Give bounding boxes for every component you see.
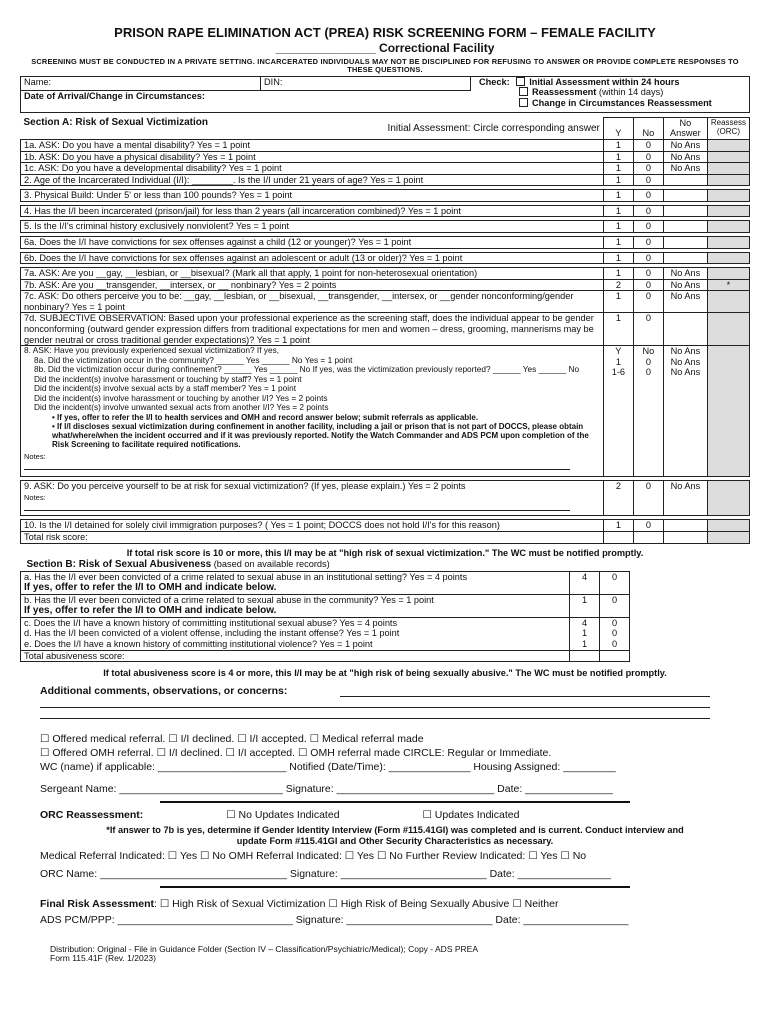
table-row	[21, 174, 750, 186]
q8-line: Did the incident(s) involve harassment or touching by staff? Yes = 1 point	[34, 373, 302, 384]
b-a-no[interactable]: 0	[600, 571, 630, 594]
answer-no[interactable]: 0	[633, 163, 663, 175]
q8-line: Did the incident(s) involve harassment or touching by another I/I? Yes = 2 points	[34, 392, 328, 403]
section-a-title: Section A: Risk of Sexual Victimization	[23, 117, 208, 129]
din-label: DIN:	[264, 76, 283, 87]
answer-no-ans[interactable]	[663, 205, 707, 217]
q8-y[interactable]: Y 1 1-6	[603, 346, 633, 477]
q10-na	[663, 520, 707, 532]
q8-no[interactable]: No 0 0	[633, 346, 663, 477]
b-cde-y[interactable]: 4 1 1	[570, 617, 600, 650]
q9-na[interactable]: No Ans	[663, 481, 707, 516]
checkbox-change[interactable]	[519, 98, 528, 107]
wc-row[interactable]: WC (name) if applicable: ______________________ Notified (Date/Time): ______________ Housing Assigned: _________	[40, 760, 616, 773]
screening-notice: SCREENING MUST BE CONDUCTED IN A PRIVATE SETTING. INCARCERATED INDIVIDUALS MAY NOT BE DISCIPLINED FOR REFUSING TO ANSWER OR PROVIDE COMPLETE RESPONSES TO THESE QUESTIONS.	[31, 56, 739, 75]
answer-y[interactable]: 1	[603, 139, 633, 151]
b-row-a: a. Has the I/I ever been convicted of a crime related to sexual abuse in an institutional setting? Yes = 4 points If yes, offer to refer the I/I to OMH and indicate below.	[21, 571, 570, 594]
section-a-instruction: Initial Assessment: Circle corresponding answer	[387, 123, 600, 135]
info-table	[20, 76, 750, 113]
omh-referral-row[interactable]: ☐ Offered OMH referral. ☐ I/I declined. ☐ I/I accepted. ☐ OMH referral made CIRCLE: Regular or Immediate.	[40, 746, 552, 759]
table-row	[21, 163, 750, 175]
answer-no[interactable]: 0	[633, 291, 663, 313]
table-row	[21, 139, 750, 151]
q10-text: 10. Is the I/I detained for solely civil immigration purposes? ( Yes = 1 point; DOCCS does not hold I/I's for this reason)	[21, 520, 604, 532]
table-row	[21, 268, 750, 280]
answer-reassess[interactable]	[707, 236, 749, 248]
answer-no-ans[interactable]: No Ans	[663, 291, 707, 313]
section-b-subtitle: (based on available records)	[211, 559, 330, 570]
answer-reassess[interactable]	[707, 174, 749, 186]
table-row	[21, 205, 750, 217]
final-risk-options[interactable]: : ☐ High Risk of Sexual Victimization ☐ High Risk of Being Sexually Abusive ☐ Neither	[154, 898, 559, 911]
check-reassessment-label: Reassessment	[532, 87, 597, 98]
q8-bullet-1: • If yes, offer to refer the I/I to health services and OMH and record answer below; submit referrals as applicable.	[52, 412, 479, 422]
total-abusiveness-score[interactable]: Total abusiveness score:	[21, 650, 570, 662]
check-initial-label: Initial Assessment within 24 hours	[529, 76, 680, 87]
b-cde-no[interactable]: 0 0 0	[600, 617, 630, 650]
answer-y[interactable]: 2	[603, 279, 633, 291]
question-text: 1b. ASK: Do you have a physical disability? Yes = 1 point	[21, 151, 604, 163]
q10-no[interactable]: 0	[633, 520, 663, 532]
orc-no-updates[interactable]: ☐ No Updates Indicated	[226, 809, 340, 822]
q8-line: Did the incident(s) involve sexual acts by a staff member? Yes = 1 point	[34, 383, 297, 394]
checkbox-reassessment[interactable]	[519, 87, 528, 96]
answer-no-ans[interactable]: No Ans	[663, 268, 707, 280]
check-reassessment-note: (within 14 days)	[596, 87, 664, 98]
question-text: 3. Physical Build: Under 5' or less than 100 pounds? Yes = 1 point	[21, 190, 604, 202]
answer-no-ans[interactable]	[663, 221, 707, 233]
lower-section	[20, 685, 750, 927]
orc-note: *If answer to 7b is yes, determine if Gender Identity Interview (Form #115.41GI) was completed and is current. Conduct interview and update Form #115.41GI and Other Security Characteristics as necessary.	[106, 825, 684, 846]
answer-no[interactable]: 0	[633, 151, 663, 163]
answer-no[interactable]: 0	[633, 236, 663, 248]
question-text: 1c. ASK: Do you have a developmental disability? Yes = 1 point	[21, 163, 604, 175]
section-b-header	[21, 559, 630, 571]
name-label: Name:	[24, 76, 52, 87]
question-text: 2. Age of the Incarcerated Individual (I/I): ________. Is the I/I under 21 years of age? Yes = 1 point	[21, 174, 604, 186]
answer-y[interactable]: 1	[603, 205, 633, 217]
footer	[20, 945, 750, 965]
question-text: 5. Is the I/I's criminal history exclusively nonviolent? Yes = 1 point	[21, 221, 604, 233]
col-reassess: Reassess (ORC)	[707, 117, 749, 139]
comments-line-3[interactable]	[40, 708, 710, 719]
referral-indicated-row[interactable]: Medical Referral Indicated: ☐ Yes ☐ No OMH Referral Indicated: ☐ Yes ☐ No Further Review Indicated: ☐ Yes ☐ No	[40, 850, 587, 863]
answer-no[interactable]: 0	[633, 190, 663, 202]
answer-reassess[interactable]	[707, 205, 749, 217]
question-text: 4. Has the I/I been incarcerated (prison/jail) for less than 2 years (all incarceration combined)? Yes = 1 point	[21, 205, 604, 217]
q9-notes[interactable]: Notes:	[24, 492, 46, 502]
section-a-header	[21, 117, 604, 139]
answer-reassess[interactable]	[707, 190, 749, 202]
answer-reassess[interactable]	[707, 163, 749, 175]
answer-no-ans[interactable]	[663, 190, 707, 202]
answer-no-ans[interactable]: No Ans	[663, 151, 707, 163]
date-label: Date of Arrival/Change in Circumstances:	[24, 90, 205, 101]
question-text: 1a. ASK: Do you have a mental disability? Yes = 1 point	[21, 139, 604, 151]
sergeant-row[interactable]: Sergeant Name: ____________________________ Signature: ___________________________ Date: _______________	[40, 783, 613, 795]
q8-bullet-2: • If I/I discloses sexual victimization during confinement in another facility, including a jail or prison that is not part of DOCCS, please obtain what/where/when the incident occurred and if it was previously reported. Notify the Watch Commander and ADS PCM upon completion of the Risk Screening to facilitate required notifications.	[52, 422, 589, 450]
answer-no[interactable]: 0	[633, 205, 663, 217]
form-number: Form 115.41F (Rev. 1/2023)	[50, 953, 156, 964]
risk-warning: If total risk score is 10 or more, this I/I may be at "high risk of sexual victimization." The WC must be notified promptly.	[126, 547, 644, 558]
answer-no-ans[interactable]	[663, 236, 707, 248]
answer-y[interactable]: 1	[603, 163, 633, 175]
answer-no-ans[interactable]	[663, 313, 707, 346]
answer-y[interactable]: 1	[603, 151, 633, 163]
facility-line: _______________ Correctional Facility	[275, 40, 495, 55]
q8-line: Did the incident(s) involve unwanted sexual acts from another I/I? Yes = 2 points	[34, 402, 329, 413]
q8-line: 8. ASK: Have you previously experienced sexual victimization? If yes,	[24, 345, 280, 356]
ads-pcm-row[interactable]: ADS PCM/PPP: ______________________________ Signature: _________________________ Date: __________________	[40, 914, 629, 927]
answer-y[interactable]: 1	[603, 174, 633, 186]
answer-reassess[interactable]	[707, 291, 749, 313]
distribution-line: Distribution: Original - File in Guidance Folder (Section IV – Classification/Psychiatric/Medical); Copy - ADS PREA	[50, 943, 478, 954]
q10-reassess[interactable]	[707, 520, 749, 532]
divider-2	[160, 886, 630, 888]
section-a-table	[20, 117, 750, 544]
question-text: 7d. SUBJECTIVE OBSERVATION: Based upon your professional experience as the screening staff, does the individual appear to be gender nonconforming (outward gender expression differs from traditional expectations for men and women – dress, grooming, mannerisms may be gender neutral or cross traditional gender expectations)? Yes = 1 point	[21, 313, 604, 346]
orc-updates[interactable]: ☐ Updates Indicated	[422, 809, 520, 822]
answer-no[interactable]: 0	[633, 313, 663, 346]
comments-label: Additional comments, observations, or concerns:	[40, 684, 288, 697]
col-no-answer: No Answer	[663, 117, 707, 139]
answer-no[interactable]: 0	[633, 221, 663, 233]
question-text: 7a. ASK: Are you __gay, __lesbian, or __bisexual? (Mark all that apply, 1 point for non-heterosexual orientation)	[21, 268, 604, 280]
orc-label: ORC Reassessment:	[40, 809, 144, 822]
answer-reassess[interactable]	[707, 252, 749, 264]
table-row	[21, 313, 750, 346]
answer-reassess[interactable]: *	[707, 279, 749, 291]
q10-y[interactable]: 1	[603, 520, 633, 532]
form-title: PRISON RAPE ELIMINATION ACT (PREA) RISK SCREENING FORM – FEMALE FACILITY	[114, 25, 656, 40]
answer-y[interactable]: 1	[603, 190, 633, 202]
answer-y[interactable]: 1	[603, 252, 633, 264]
question-text: 6b. Does the I/I have convictions for sex offenses against an adolescent or adult (13 or older)? Yes = 1 point	[21, 252, 604, 264]
answer-reassess[interactable]	[707, 268, 749, 280]
check-field	[471, 76, 750, 112]
table-row	[21, 279, 750, 291]
question-text: 7c. ASK: Do others perceive you to be: __gay, __lesbian, or __bisexual, __transgender, __intersex, or __gender nonconforming/gender nonbinary? Yes = 1 point	[21, 291, 604, 313]
answer-no-ans[interactable]: No Ans	[663, 163, 707, 175]
col-no: No	[633, 117, 663, 139]
table-row	[21, 221, 750, 233]
table-row	[21, 236, 750, 248]
answer-no[interactable]: 0	[633, 252, 663, 264]
b-b-no[interactable]: 0	[600, 594, 630, 617]
table-row	[21, 291, 750, 313]
comments-line-2[interactable]	[40, 697, 710, 708]
answer-no[interactable]: 0	[633, 279, 663, 291]
q9-reassess[interactable]	[707, 481, 749, 516]
final-risk-label: Final Risk Assessment	[40, 898, 154, 911]
answer-no[interactable]: 0	[633, 268, 663, 280]
col-y: Y	[603, 117, 633, 139]
divider-1	[160, 801, 630, 803]
table-row	[21, 252, 750, 264]
answer-reassess[interactable]	[707, 221, 749, 233]
q8-notes[interactable]: Notes:	[24, 451, 46, 461]
q9-y[interactable]: 2	[603, 481, 633, 516]
answer-reassess[interactable]	[707, 139, 749, 151]
answer-y[interactable]: 1	[603, 291, 633, 313]
q9-no[interactable]: 0	[633, 481, 663, 516]
orc-name-row[interactable]: ORC Name: ________________________________ Signature: _________________________ Date: ________________	[40, 868, 612, 881]
q9-block	[21, 481, 604, 516]
answer-y[interactable]: 1	[603, 313, 633, 346]
answer-no-ans[interactable]: No Ans	[663, 279, 707, 291]
b-row-b: b. Has the I/I ever been convicted of a crime related to sexual abuse in the community? Yes = 1 point If yes, offer to refer the I/I to OMH and indicate below.	[21, 594, 570, 617]
comments-line-1[interactable]	[340, 686, 710, 697]
answer-no-ans[interactable]	[663, 174, 707, 186]
answer-no-ans[interactable]: No Ans	[663, 139, 707, 151]
section-b-table	[20, 559, 630, 662]
answer-reassess[interactable]	[707, 313, 749, 346]
answer-y[interactable]: 1	[603, 221, 633, 233]
q9-text: 9. ASK: Do you perceive yourself to be at risk for sexual victimization? (If yes, please explain.) Yes = 2 points	[24, 481, 466, 492]
din-field[interactable]	[261, 76, 471, 90]
q8-line: 8a. Did the victimization occur in the community? ______ Yes ______ No Yes = 1 point	[34, 354, 353, 365]
medical-referral-row[interactable]: ☐ Offered medical referral. ☐ I/I declined. ☐ I/I accepted. ☐ Medical referral made	[40, 732, 424, 745]
answer-y[interactable]: 1	[603, 268, 633, 280]
abusiveness-warning: If total abusiveness score is 4 or more, this I/I may be at "high risk of being sexually abusive." The WC must be notified promptly.	[103, 668, 667, 679]
b-row-cde: c. Does the I/I have a known history of committing institutional sexual abuse? Yes = 4 points d. Has the I/I been convicted of a violent offense, including the instant offense? Yes = 1 point e. Does the I/I have a known history of committing institutional violence? Yes = 1 point	[21, 617, 570, 650]
b-offer-1: If yes, offer to refer the I/I to OMH and indicate below.	[24, 582, 277, 594]
checkbox-initial[interactable]	[516, 77, 525, 86]
table-row	[21, 190, 750, 202]
q8-block	[21, 346, 604, 477]
total-risk-score[interactable]: Total risk score:	[21, 532, 604, 544]
q8-na[interactable]: No Ans No Ans No Ans	[663, 346, 707, 477]
date-field[interactable]	[21, 90, 471, 112]
check-label: Check:	[479, 76, 510, 87]
table-row	[21, 151, 750, 163]
q8-line: 8b. Did the victimization occur during confinement? ______ Yes ______ No If yes, was the victimization previously reported? ______ Yes ______ No	[34, 364, 580, 375]
answer-no-ans[interactable]	[663, 252, 707, 264]
check-change-label: Change in Circumstances Reassessment	[532, 97, 712, 108]
question-text: 7b. ASK: Are you __transgender, __intersex, or __ nonbinary? Yes = 2 points	[21, 279, 604, 291]
answer-no[interactable]: 0	[633, 174, 663, 186]
answer-no[interactable]: 0	[633, 139, 663, 151]
answer-y[interactable]: 1	[603, 236, 633, 248]
answer-reassess[interactable]	[707, 151, 749, 163]
b-offer-2: If yes, offer to refer the I/I to OMH and indicate below.	[24, 605, 277, 617]
b-a-y[interactable]: 4	[570, 571, 600, 594]
name-field[interactable]	[21, 76, 261, 90]
q8-reassess[interactable]	[707, 346, 749, 477]
b-b-y[interactable]: 1	[570, 594, 600, 617]
section-b-title: Section B: Risk of Sexual Abusiveness	[26, 559, 212, 571]
question-text: 6a. Does the I/I have convictions for sex offenses against a child (12 or younger)? Yes = 1 point	[21, 236, 604, 248]
